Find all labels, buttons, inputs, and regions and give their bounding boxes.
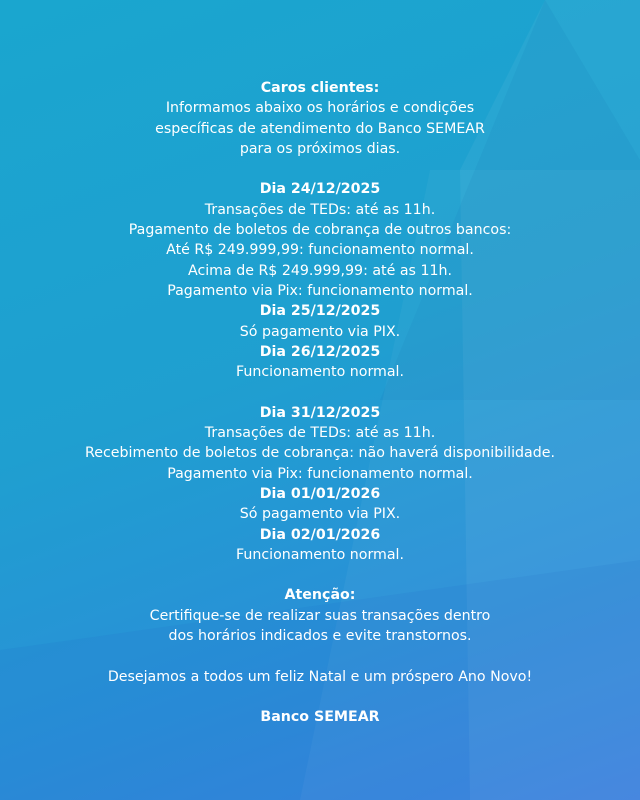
schedule-line: Transações de TEDs: até as 11h. bbox=[204, 425, 436, 442]
schedule-line: Pagamento via Pix: funcionamento normal. bbox=[167, 465, 473, 482]
signature: Banco SEMEAR bbox=[260, 709, 380, 726]
holiday-notice bbox=[0, 78, 640, 728]
attention-line: Certifique-se de realizar suas transações dentro bbox=[149, 607, 491, 624]
greeting-heading: Caros clientes: bbox=[260, 80, 380, 96]
schedule-line: Até R$ 249.999,99: funcionamento normal. bbox=[166, 242, 474, 259]
schedule-line: Pagamento de boletos de cobrança de outros bancos: bbox=[128, 222, 512, 239]
date-heading: Dia 31/12/2025 bbox=[259, 404, 381, 421]
schedule-line: Recebimento de boletos de cobrança: não haverá disponibilidade. bbox=[85, 445, 555, 462]
attention-line: dos horários indicados e evite transtornos. bbox=[168, 628, 472, 645]
date-heading: Dia 02/01/2026 bbox=[259, 526, 381, 543]
schedule-line: Pagamento via Pix: funcionamento normal. bbox=[167, 282, 473, 299]
schedule-line: Funcionamento normal. bbox=[236, 546, 404, 563]
schedule-line: Só pagamento via PIX. bbox=[239, 506, 401, 523]
date-heading: Dia 01/01/2026 bbox=[259, 485, 381, 502]
intro-line: para os próximos dias. bbox=[239, 140, 401, 157]
schedule-line: Acima de R$ 249.999,99: até as 11h. bbox=[187, 262, 453, 279]
holiday-wishes: Desejamos a todos um feliz Natal e um próspero Ano Novo! bbox=[107, 668, 533, 685]
attention-heading: Atenção: bbox=[284, 587, 356, 604]
date-heading: Dia 25/12/2025 bbox=[259, 303, 381, 320]
date-heading: Dia 24/12/2025 bbox=[259, 181, 381, 198]
intro-line: específicas de atendimento do Banco SEMEAR bbox=[155, 120, 485, 137]
intro-line: Informamos abaixo os horários e condições bbox=[165, 100, 475, 117]
schedule-line: Transações de TEDs: até as 11h. bbox=[204, 201, 436, 218]
schedule-line: Só pagamento via PIX. bbox=[239, 323, 401, 340]
date-heading: Dia 26/12/2025 bbox=[259, 343, 381, 360]
schedule-line: Funcionamento normal. bbox=[236, 364, 404, 381]
